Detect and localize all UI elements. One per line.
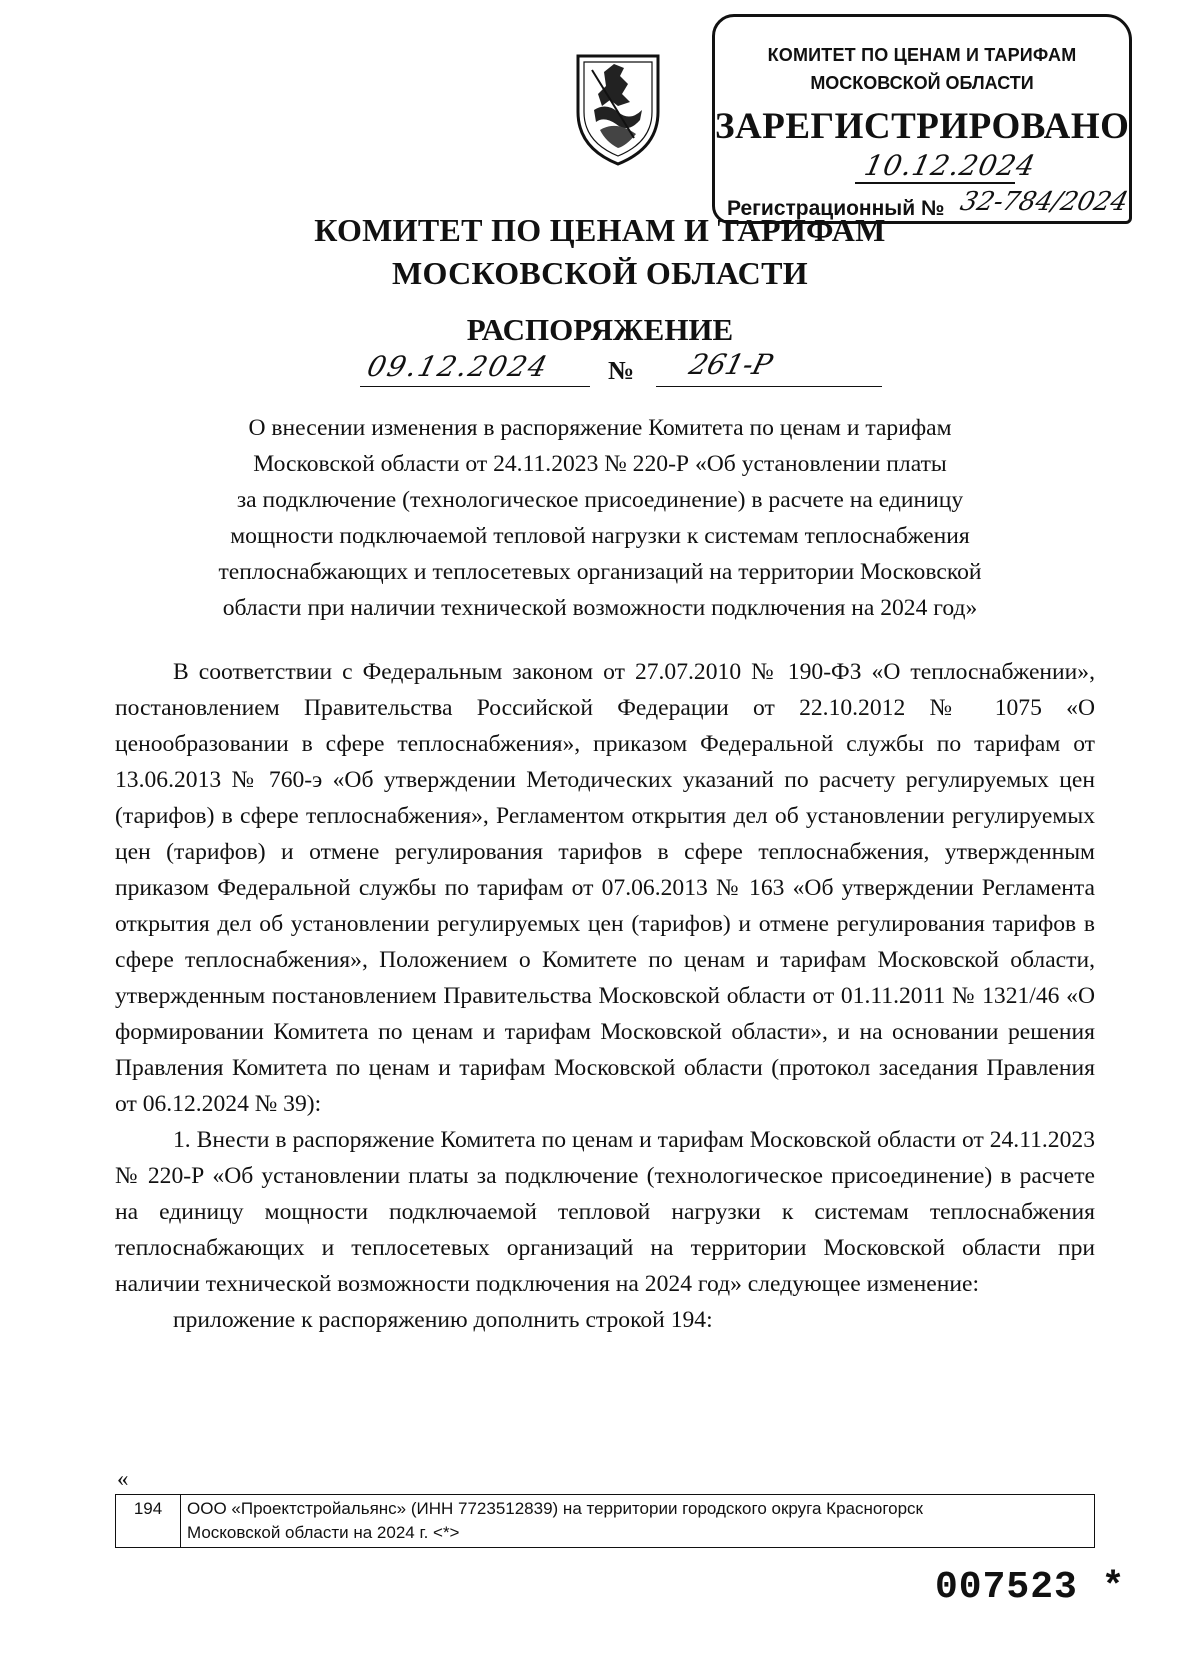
row-number-cell: 194	[116, 1495, 181, 1548]
preamble-paragraph: В соответствии с Федеральным законом от 27.07.2010 № 190-ФЗ «О теплоснабжении», постановлением Правительства Российской Федерации от 22.10.2012 № 1075 «О ценообразовании в сфере теплоснабжения», приказом Федеральной службы по тарифам от 13.06.2013 № 760-э «Об утверждении Методических указаний по расчету регулируемых цен (тарифов) в сфере теплоснабжения», Регламентом открытия дел об установлении регулируемых цен (тарифов) и отмене регулирования тарифов в сфере теплоснабжения, утвержденным приказом Федеральной службы по тарифам от 07.06.2013 № 163 «Об утверждении Регламента открытия дел об установлении регулируемых цен (тарифов) и отмене регулирования тарифов в сфере теплоснабжения», Положением о Комитете по ценам и тарифам Московской области, утвержденным постановлением Правительства Московской области от 01.11.2011 № 1321/46 «О формировании Комитета по ценам и тарифам Московской области», и на основании решения Правления Комитета по ценам и тарифам Московской области (протокол заседания Правления от 06.12.2024 № 39):	[115, 659, 1095, 1117]
document-subject	[150, 410, 1050, 626]
document-type-title: РАСПОРЯЖЕНИЕ	[466, 312, 734, 347]
row-description-line: Московской области на 2024 г. <*>	[187, 1523, 460, 1542]
subject-line: Московской области от 24.11.2023 № 220-Р «Об установлении платы	[253, 451, 947, 477]
handwritten-order-number: 261-Р	[685, 348, 776, 381]
number-underline	[656, 386, 882, 387]
stamp-status: ЗАРЕГИСТРИРОВАНО	[715, 106, 1130, 147]
moscow-oblast-coat-of-arms-icon	[570, 50, 666, 168]
table-row	[116, 1495, 1095, 1548]
number-sign: №	[608, 356, 635, 385]
row-description-line: ООО «Проектстройальянс» (ИНН 7723512839) на территории городского округа Красногорск	[187, 1499, 923, 1518]
date-underline	[360, 386, 590, 387]
subject-line: мощности подключаемой тепловой нагрузки к системам теплоснабжения	[230, 523, 970, 549]
subject-line: за подключение (технологическое присоединение) в расчете на единицу	[236, 487, 964, 513]
row-description-cell	[181, 1495, 1095, 1548]
committee-name-line2: МОСКОВСКОЙ ОБЛАСТИ	[392, 255, 808, 291]
date-number-row	[360, 350, 880, 390]
item-1-detail-paragraph: приложение к распоряжению дополнить строкой 194:	[173, 1307, 713, 1333]
stamp-committee-line2: МОСКОВСКОЙ ОБЛАСТИ	[810, 73, 1034, 93]
document-body	[115, 654, 1095, 1338]
form-serial-number: 007523 *	[935, 1566, 1126, 1609]
registration-stamp	[712, 14, 1132, 224]
subject-line: О внесении изменения в распоряжение Комитета по ценам и тарифам	[248, 415, 952, 441]
subject-line: области при наличии технической возможности подключения на 2024 год»	[222, 595, 978, 621]
committee-name-line1: КОМИТЕТ ПО ЦЕНАМ И ТАРИФАМ	[314, 212, 886, 248]
stamp-handwritten-reg-number: 32-784/2024	[957, 187, 1132, 217]
stamp-reg-label: Регистрационный №	[727, 197, 945, 220]
stamp-committee-line1: КОМИТЕТ ПО ЦЕНАМ И ТАРИФАМ	[767, 45, 1077, 65]
handwritten-order-date: 09.12.2024	[363, 350, 553, 383]
stamp-handwritten-date: 10.12.2024	[861, 149, 1039, 182]
stamp-date-underline	[855, 182, 1015, 184]
appendix-row-table	[115, 1494, 1095, 1548]
subject-line: теплоснабжающих и теплосетевых организаций на территории Московской	[218, 559, 982, 585]
item-1-paragraph: 1. Внести в распоряжение Комитета по ценам и тарифам Московской области от 24.11.2023 № 220-Р «Об установлении платы за подключение (технологическое присоединение) в расчете на единицу мощности подключаемой тепловой нагрузки к системам теплоснабжения теплоснабжающих и теплосетевых организаций на территории Московской области при наличии технической возможности подключения на 2024 год» следующее изменение:	[115, 1127, 1095, 1297]
opening-quote-mark: «	[117, 1466, 129, 1491]
